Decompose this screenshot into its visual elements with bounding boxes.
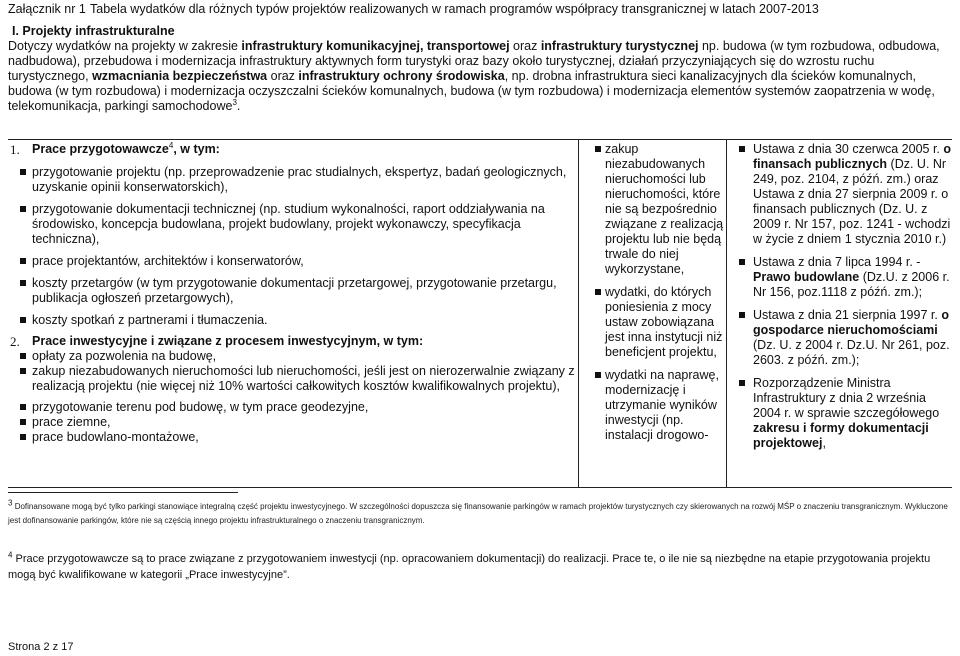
item-text: Ustawa z dnia 21 sierpnia 1997 r.: [753, 308, 942, 322]
preparatory-list: [8, 165, 578, 328]
section-description: [8, 39, 952, 114]
list-item: [8, 364, 578, 394]
desc-bold: infrastruktury ochrony środowiska: [298, 69, 505, 83]
bullet-icon: [595, 146, 601, 152]
eligible-expenses-column: [8, 140, 578, 487]
desc-text: oraz: [509, 39, 541, 53]
bullet-icon: [739, 380, 745, 386]
list-item: [727, 376, 953, 451]
bullet-icon: [20, 280, 26, 286]
list-item: [8, 165, 578, 195]
heading-text: Prace inwestycyjne i związane z procesem inwestycyjnym, w tym:: [32, 334, 424, 348]
item-text: przygotowanie dokumentacji technicznej (np. studium wykonalności, raport oddziaływania na środowisko, koncepcja budowlana, projekt budowlany, projekt wykonawczy, specyfikacja techniczna),: [32, 202, 545, 246]
bullet-icon: [739, 146, 745, 152]
list-item: [8, 202, 578, 247]
item-text: Rozporządzenie Ministra Infrastruktury z dnia 2 września 2004 r. w sprawie szczegółowego: [753, 376, 940, 420]
heading-number: 2.: [10, 334, 20, 349]
bullet-icon: [20, 206, 26, 212]
item-text: Ustawa z dnia 30 czerwca 2005 r.: [753, 142, 944, 156]
heading-number: 1.: [10, 142, 20, 157]
section-heading: I. Projekty infrastrukturalne: [12, 24, 175, 38]
item-text: (Dz.U. z 2006 r. Nr 156, poz.1118 z późń. zm.);: [753, 270, 950, 299]
ineligible-list: [579, 140, 727, 443]
heading-investment-works: [8, 334, 578, 349]
bullet-icon: [20, 368, 26, 374]
footnote-text: Prace przygotowawcze są to prace związane z przygotowaniem inwestycji (np. opracowaniem dokumentacji) do realizacji. Prace te, o ile nie są niezbędne na etapie przygotowania projektu mogą być kwalifikowane w kategorii „Prace inwestycyjne”.: [8, 553, 931, 581]
footnote-number: 4: [8, 550, 13, 560]
footnote-ref[interactable]: 3: [232, 97, 237, 107]
footnote-number: 3: [8, 498, 13, 508]
item-text: zakup niezabudowanych nieruchomości lub nieruchomości, które nie są bezpośrednio związane z realizacją projektu lub nie będą trwale do niej wykorzystane,: [605, 142, 724, 276]
desc-bold: infrastruktury komunikacyjnej, transportowej: [241, 39, 510, 53]
item-bold: o gospodarce nieruchomościami: [753, 308, 949, 337]
bullet-icon: [20, 419, 26, 425]
desc-text: , np. drobna infrastruktura sieci kanalizacyjnych dla ścieków komunalnych, budowa (w tym rozbudowa) i modernizacja oczyszczalni ścieków komunalnych, budowa (w tym rozbudowa) i modernizacja elementów systemów zaopatrzenia w wodę, telekomunikacja, parkingi samochodowe: [8, 69, 935, 113]
list-item: [8, 313, 578, 328]
heading-text: , w tym:: [173, 142, 220, 156]
attachment-label: Załącznik nr 1: [8, 2, 86, 16]
item-text: koszty przetargów (w tym przygotowanie dokumentacji przetargowej, przygotowanie przetargu, publikacja ogłoszeń przetargowych),: [32, 276, 557, 305]
list-item: [8, 430, 578, 445]
heading-text: Prace przygotowawcze: [32, 142, 169, 156]
bullet-icon: [20, 258, 26, 264]
bullet-icon: [739, 259, 745, 265]
item-text: zakup niezabudowanych nieruchomości lub nieruchomości, jeśli jest on nierozerwalnie związany z realizacją projektu (nie więcej niż 10% wartości całkowitych kosztów kwalifikowalnych projektu),: [32, 364, 575, 393]
item-text: prace ziemne,: [32, 415, 111, 429]
item-text: prace budowlano-montażowe,: [32, 430, 199, 444]
desc-bold: infrastruktury turystycznej: [540, 39, 699, 53]
item-text: opłaty za pozwolenia na budowę,: [32, 349, 217, 363]
expenses-table: [8, 139, 952, 488]
legal-basis-column: [726, 140, 953, 487]
heading-preparatory-works: [8, 142, 578, 157]
item-text: (Dz. U. z 2004 r. Dz.U. Nr 261, poz. 2603. z późń. zm.);: [753, 338, 950, 367]
list-item: [727, 308, 953, 368]
footnote-text: Dofinansowane mogą być tylko parkingi stanowiące integralną część projektu inwestycyjnego. W szczególności dopuszcza się finansowanie parkingów w ramach projektów turystycznych czy skierowanych na rozwój MŚP o znaczeniu transgranicznym. Wykluczone jest dofinansowanie parkingów, które nie są częścią innego projektu infrastrukturalnego o znaczeniu transgranicznym.: [8, 502, 948, 525]
item-bold: o finansach publicznych: [753, 142, 952, 171]
desc-text: Dotyczy wydatków na projekty w zakresie: [8, 39, 242, 53]
footnote-separator: [8, 492, 238, 493]
bullet-icon: [595, 372, 601, 378]
item-text: prace projektantów, architektów i konserwatorów,: [32, 254, 304, 268]
footnote-4: [8, 551, 952, 583]
item-text: przygotowanie projektu (np. przeprowadzenie prac studialnych, ekspertyz, badań geologicznych, uzyskanie opinii konserwatorskich),: [32, 165, 567, 194]
item-text: wydatki, do których poniesienia z mocy ustaw zobowiązana jest inna instytucji niż beneficjent projektu,: [605, 285, 723, 359]
footnote-3: [8, 500, 952, 528]
desc-text: np. budowa (w tym rozbudowa, odbudowa, nadbudowa), przebudowa i modernizacja infrastruktury aktywnych form turystyki oraz bazy około turystycznej, działań przyczyniających się do wzrostu ruchu turystycznego,: [8, 39, 940, 83]
page-number: Strona 2 z 17: [8, 641, 74, 653]
desc-text: oraz: [267, 69, 299, 83]
bullet-icon: [20, 434, 26, 440]
bullet-icon: [739, 312, 745, 318]
list-item: [727, 142, 953, 247]
ineligible-expenses-column: [578, 140, 727, 487]
list-item: [8, 276, 578, 306]
item-text: wydatki na naprawę, modernizację i utrzymanie wyników inwestycji (np. instalacji drogowo-: [605, 368, 719, 442]
bullet-icon: [20, 404, 26, 410]
desc-text: .: [236, 99, 241, 113]
list-item: [8, 349, 578, 364]
document-title: Tabela wydatków dla różnych typów projektów realizowanych w ramach programów współpracy transgranicznej w latach 2007-2013: [90, 2, 819, 16]
bullet-icon: [20, 169, 26, 175]
item-text: koszty spotkań z partnerami i tłumaczenia.: [32, 313, 268, 327]
item-bold: zakresu i formy dokumentacji projektowej: [753, 421, 929, 450]
desc-bold: wzmacniania bezpieczeństwa: [92, 69, 268, 83]
item-text: przygotowanie terenu pod budowę, w tym prace geodezyjne,: [32, 400, 369, 414]
investment-list: [8, 349, 578, 445]
list-item: [579, 142, 727, 277]
footnote-ref[interactable]: 4: [168, 140, 174, 150]
list-item: [579, 285, 727, 360]
bullet-icon: [595, 289, 601, 295]
list-item: [579, 368, 727, 443]
item-bold: Prawo budowlane: [753, 270, 860, 284]
page-header: [8, 2, 952, 16]
item-text: ,: [822, 436, 826, 450]
list-item: [727, 255, 953, 300]
item-text: (Dz. U. Nr 249, poz. 2104, z późń. zm.) oraz Ustawa z dnia 27 sierpnia 2009 r. o finansach publicznych (Dz. U. z 2009 r. Nr 157, poz. 1241 - wchodzi w życie z dniem 1 stycznia 2010 r.): [753, 157, 951, 246]
list-item: [8, 400, 578, 415]
section-intro: [8, 24, 952, 114]
list-item: [8, 415, 578, 430]
item-text: Ustawa z dnia 7 lipca 1994 r. -: [753, 255, 921, 269]
list-item: [8, 254, 578, 269]
bullet-icon: [20, 317, 26, 323]
bullet-icon: [20, 353, 26, 359]
